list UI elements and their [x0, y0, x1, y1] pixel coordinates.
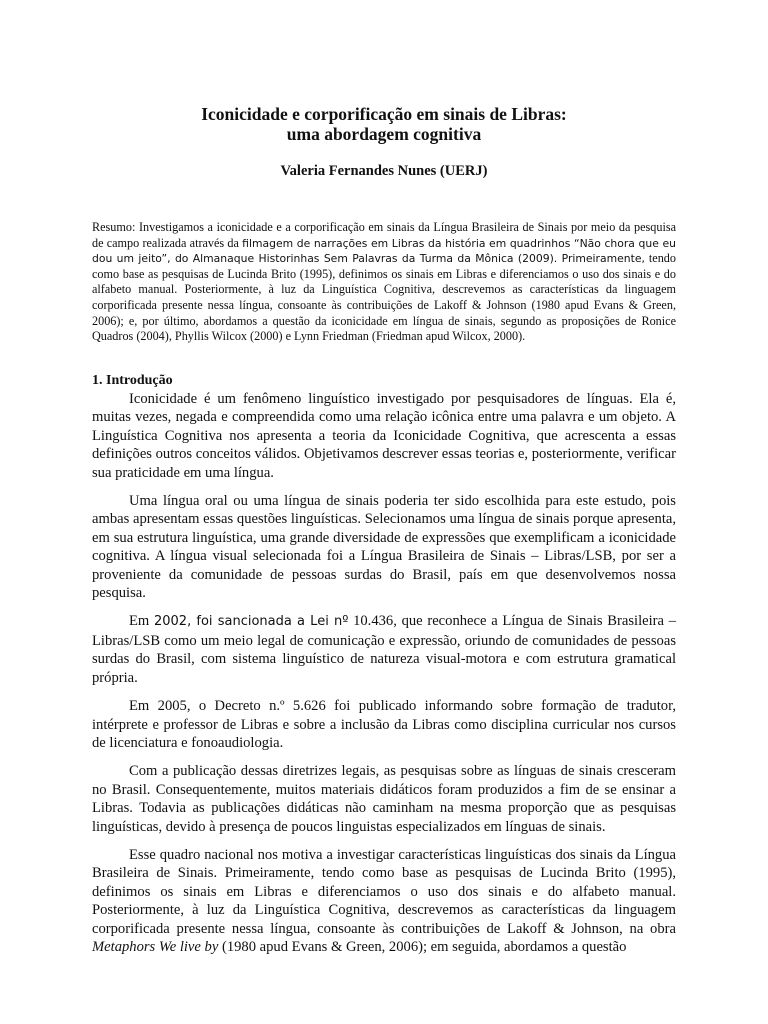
abstract-text-1: Resumo: Investigamos a iconicidade e a corporificação em sinais da Língua Brasileira de Sinais por meio da pesquisa de campo realizada através da	[92, 220, 676, 250]
paragraph-6-text-2: (1980 apud Evans & Green, 2006); em seguida, abordamos a questão	[218, 938, 627, 955]
paragraph-1: Iconicidade é um fenômeno linguístico investigado por pesquisadores de línguas. Ela é, muitas vezes, negada e compreendida como uma relação icônica entre uma palavra e um objeto. A Linguística Cognitiva nos apresenta a teoria da Iconicidade Cognitiva, que acrescenta a essas definições outros conceitos válidos. Objetivamos descrever essas teorias e, posteriormente, verificar sua praticidade em uma língua.	[92, 391, 676, 481]
paper-title	[0, 104, 768, 144]
paragraph-3-text-3: 10.436, que reconhece a Língua de Sinais Brasileira – Libras/LSB como um meio legal de comunicação e expressão, oriundo de comunidades de pessoas surdas do Brasil, com sistema linguístico de natureza visual-motora e com estrutura gramatical própria.	[92, 613, 677, 686]
abstract	[92, 220, 676, 345]
abstract-text-2: filmagem de narrações em Libras da história em quadrinhos “Não chora que eu dou um jeito”, do Almanaque Historinhas Sem Palavras da Turma da Mônica (2009). Primeiramente,	[92, 236, 676, 266]
paragraph-4: Em 2005, o Decreto n.º 5.626 foi publicado informando sobre formação de tradutor, intérprete e professor de Libras e sobre a inclusão da Libras como disciplina curricular nos cursos de licenciatura e fonoaudiologia.	[92, 698, 676, 751]
paragraph-5: Com a publicação dessas diretrizes legais, as pesquisas sobre as línguas de sinais cresceram no Brasil. Consequentemente, muitos materiais didáticos foram produzidos a fim de se ensinar a Libras. Todavia as publicações didáticas não caminham na mesma proporção que as pesquisas linguísticas, devido à presença de poucos linguistas especializados em línguas de sinais.	[92, 763, 676, 835]
abstract-text-3: tendo como base as pesquisas de Lucinda Brito (1995), definimos os sinais em Libras e diferenciamos o uso dos sinais e do alfabeto manual. Posteriormente, à luz da Linguística Cognitiva, descrevemos as características da linguagem corporificada presente nessa língua, consoante às contribuições de Lakoff & Johnson (1980 apud Evans & Green, 2006); e, por último, abordamos a questão da iconicidade em língua de sinais, segundo as proposições de Ronice Quadros (2004), Phyllis Wilcox (2000) e Lynn Friedman (Friedman apud Wilcox, 2000).	[92, 251, 676, 344]
paper-author: Valeria Fernandes Nunes (UERJ)	[280, 163, 488, 179]
section-heading: 1. Introdução	[92, 373, 173, 388]
paragraph-6	[92, 846, 676, 956]
paragraph-3-text-2: 2002, foi sancionada a Lei nº	[153, 614, 349, 630]
paragraph-3-text-1: Em	[129, 613, 154, 630]
paragraph-6-text-1: Esse quadro nacional nos motiva a investigar características linguísticas dos sinais da Língua Brasileira de Sinais. Primeiramente, tendo como base as pesquisas de Lucinda Brito (1995), definimos os sinais em Libras e diferenciamos o uso dos sinais e do alfabeto manual. Posteriormente, à luz da Linguística Cognitiva, descrevemos as características da linguagem corporificada presente nessa língua, consoante às contribuições de Lakoff & Johnson, na obra	[92, 846, 676, 937]
section-body	[92, 390, 676, 966]
paragraph-2: Uma língua oral ou uma língua de sinais poderia ter sido escolhida para este estudo, pois ambas apresentam essas questões linguísticas. Selecionamos uma língua de sinais porque apresenta, em sua estrutura linguística, uma grande diversidade de expressões que exemplificam a iconicidade cognitiva. A língua visual selecionada foi a Língua Brasileira de Sinais – Libras/LSB, por ser a proveniente da comunidade de pessoas surdas do Brasil, país em que desenvolvemos nossa pesquisa.	[92, 493, 676, 602]
paragraph-6-book-title: Metaphors We live by	[92, 938, 219, 955]
paragraph-3	[92, 612, 676, 687]
paper-title-line-1: Iconicidade e corporificação em sinais de Libras:	[201, 104, 567, 124]
paper-title-line-2: uma abordagem cognitiva	[286, 124, 482, 144]
